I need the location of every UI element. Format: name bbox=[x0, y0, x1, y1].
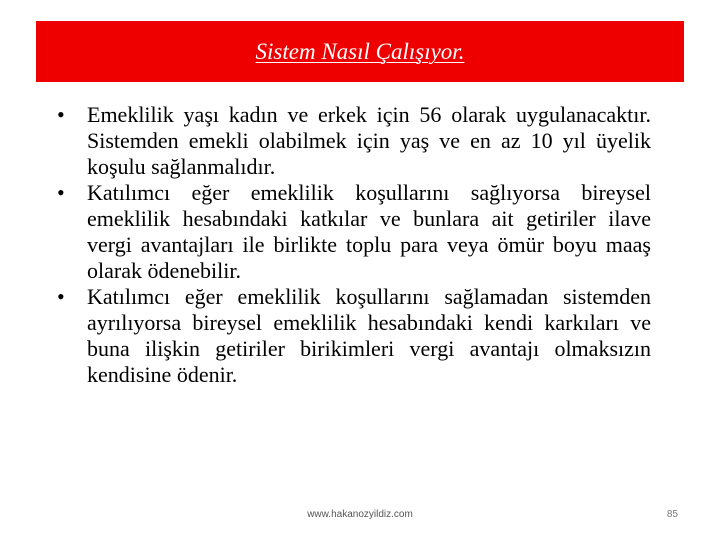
bullet-dot-icon: • bbox=[57, 180, 65, 205]
bullet-text: Katılımcı eğer emeklilik koşullarını sağlıyorsa bireysel emeklilik hesabındaki katkılar ve bunlara ait getiriler ilave vergi avantajları ile birlikte toplu para veya ömür boyu maaş olarak ödenebilir. bbox=[87, 180, 651, 283]
footer-url: www.hakanozyildiz.com bbox=[307, 509, 413, 520]
page-number: 85 bbox=[666, 509, 678, 520]
bullet-text: Katılımcı eğer emeklilik koşullarını sağlamadan sistemden ayrılıyorsa bireysel emeklilik hesabındaki kendi karkıları ve buna ilişkin getiriler birikimleri vergi avantajı olmaksızın kendisine ödenir. bbox=[87, 284, 651, 387]
bullet-item bbox=[57, 102, 651, 180]
bullet-dot-icon: • bbox=[57, 102, 65, 127]
title-bar bbox=[36, 21, 684, 82]
bullet-item bbox=[57, 284, 651, 388]
bullet-text: Emeklilik yaşı kadın ve erkek için 56 olarak uygulanacaktır. Sistemden emekli olabilmek için yaş ve en az 10 yıl üyelik koşulu sağlanmalıdır. bbox=[87, 102, 651, 179]
slide-title: Sistem Nasıl Çalışıyor. bbox=[255, 38, 465, 64]
bullet-dot-icon: • bbox=[57, 284, 65, 309]
bullet-list bbox=[57, 102, 651, 388]
bullet-item bbox=[57, 180, 651, 284]
